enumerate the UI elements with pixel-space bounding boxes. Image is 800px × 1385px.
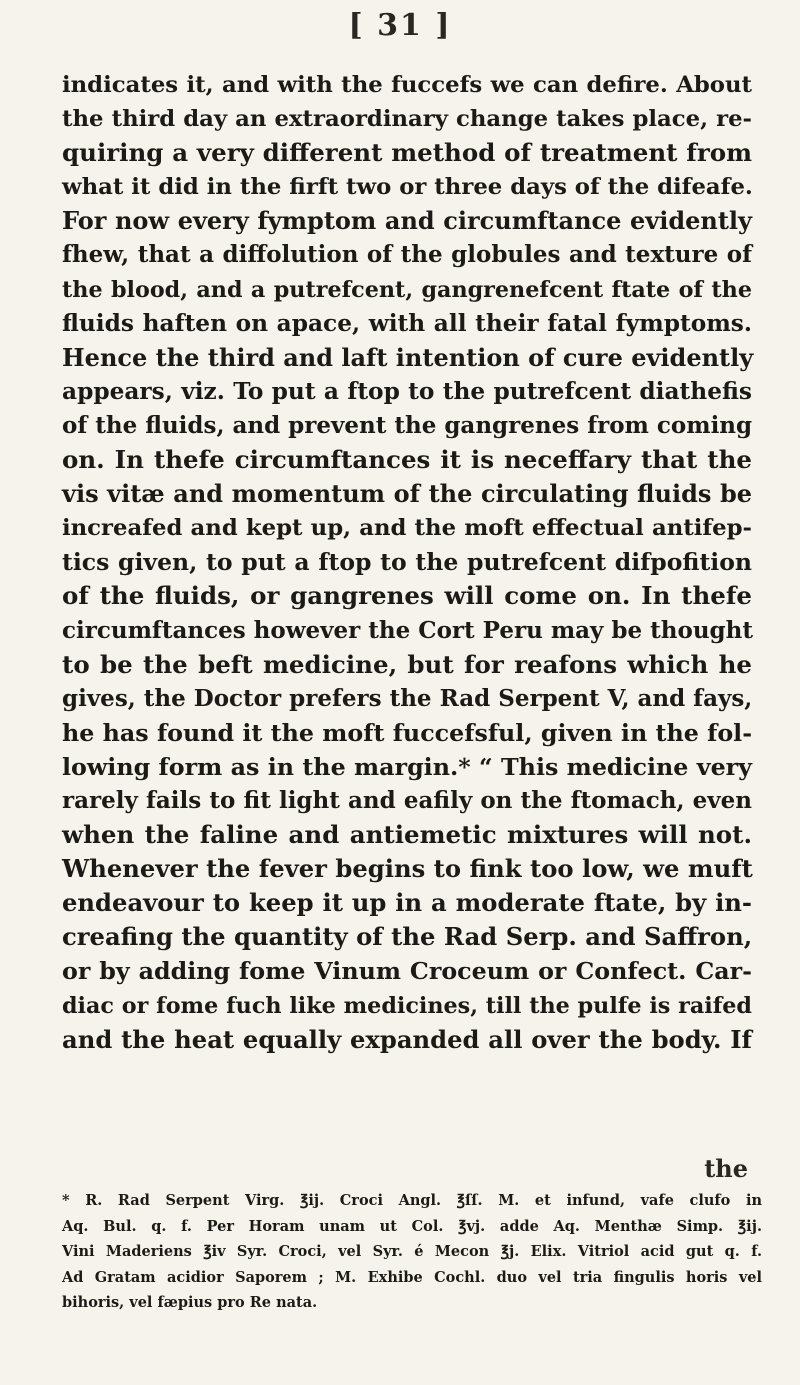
footnote-line: Ad Gratam acidior Saporem ; M. Exhibe Cochl. duo vel tria fingulis horis vel	[62, 1268, 762, 1286]
text-line: lowing form as in the margin.* “ This medicine very	[62, 752, 752, 781]
text-line: For now every fymptom and circumftance evidently	[62, 206, 752, 236]
footnote-line: bihoris, vel fæpius pro Re nata.	[62, 1294, 318, 1311]
text-line: Hence the third and laft intention of cure evidently	[62, 342, 754, 372]
footnote-line: Aq. Bul. q. f. Per Horam unam ut Col. ℥vj. adde Aq. Menthæ Simp. ℥ij.	[62, 1217, 762, 1235]
text-line: rarely fails to fit light and eafily on the ftomach, even	[62, 786, 752, 814]
body-paragraph	[62, 68, 752, 1057]
text-line: gives, the Doctor prefers the Rad Serpent V, and fays,	[62, 684, 753, 712]
text-line: creafing the quantity of the Rad Serp. and Saffron,	[62, 922, 753, 952]
text-line: or by adding fome Vinum Croceum or Confect. Car-	[62, 957, 752, 986]
text-line: tics given, to put a ftop to the putrefcent difpofition	[62, 548, 752, 577]
text-line: fhew, that a diffolution of the globules and texture of	[62, 241, 752, 269]
text-line: on. In thefe circumftances it is neceffary that the	[62, 445, 752, 475]
text-line: to be the beft medicine, but for reafons which he	[62, 649, 752, 679]
text-line: appears, viz. To put a ftop to the putrefcent diathefis	[62, 377, 752, 405]
text-line: diac or fome fuch like medicines, till the pulfe is raifed	[62, 992, 752, 1019]
text-line: fluids haften on apace, with all their fatal fymptoms.	[62, 309, 752, 337]
footnote-line: Vini Maderiens ℥iv Syr. Croci, vel Syr. é Mecon ℥j. Elix. Vitriol acid gut q. f.	[62, 1243, 762, 1260]
text-line: indicates it, and with the fuccefs we can defire. About	[62, 72, 752, 98]
text-line: increafed and kept up, and the moft effectual antifep-	[62, 515, 752, 542]
catchword: the	[704, 1154, 748, 1183]
text-line: endeavour to keep it up in a moderate ftate, by in-	[62, 888, 752, 918]
footnote	[62, 1188, 762, 1316]
text-line: of the fluids, and prevent the gangrenes from coming	[62, 411, 753, 439]
text-line: when the faline and antiemetic mixtures will not.	[62, 820, 752, 850]
footnote-line: * R. Rad Serpent Virg. ℥ij. Croci Angl. ℥ſſ. M. et infund, vafe clufo in	[62, 1192, 762, 1209]
text-line: what it did in the firft two or three days of the difeafe.	[62, 174, 753, 201]
text-line: Whenever the fever begins to fink too low, we muft	[62, 854, 753, 884]
text-line: the blood, and a putrefcent, gangrenefcent ftate of the	[62, 276, 752, 303]
text-line: and the heat equally expanded all over the body. If	[62, 1024, 752, 1054]
page-number-header: [ 31 ]	[348, 8, 452, 43]
text-line: of the fluids, or gangrenes will come on. In thefe	[62, 581, 752, 611]
text-line: he has found it the moft fuccefsful, given in the fol-	[62, 718, 753, 747]
text-line: the third day an extraordinary change takes place, re-	[62, 106, 752, 133]
text-line: vis vitæ and momentum of the circulating fluids be	[62, 479, 752, 509]
text-line: quiring a very different method of treatment from	[62, 138, 752, 168]
text-line: circumftances however the Cort Peru may be thought	[62, 616, 753, 644]
